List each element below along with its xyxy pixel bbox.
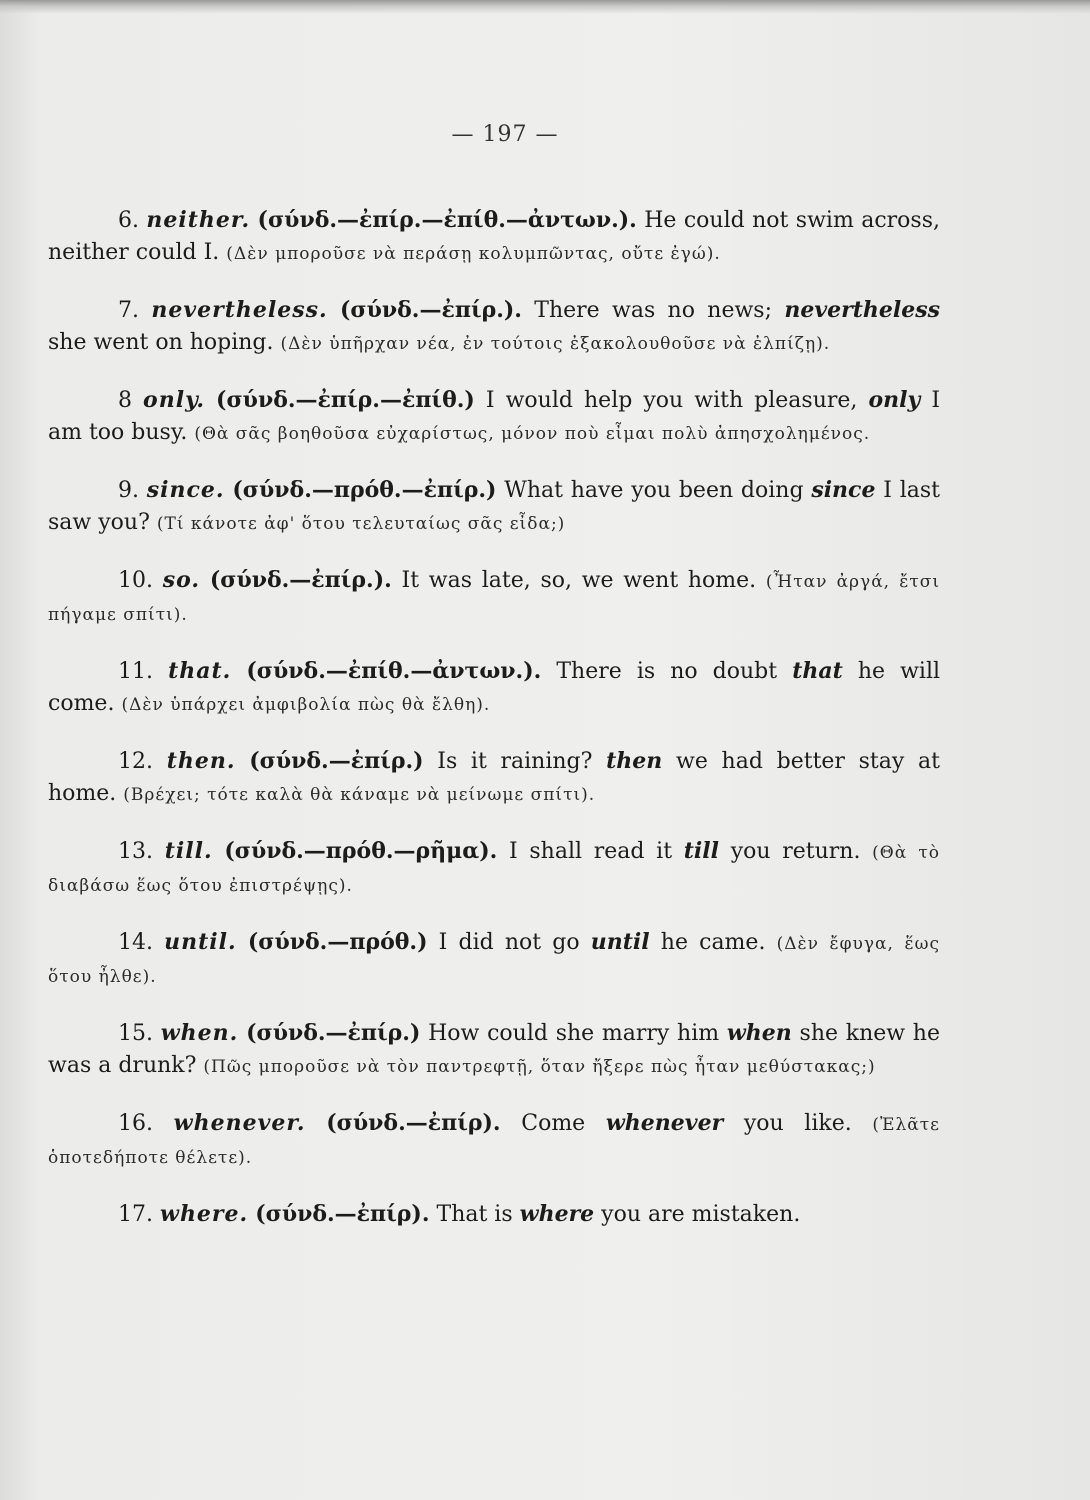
head-word: that.	[168, 658, 232, 684]
greek-translation: (Ἦταν ἀργά, ἔτσι πήγαμε σπίτι).	[48, 572, 941, 625]
head-word: so.	[162, 567, 201, 593]
english-example-cont: I am too busy.	[48, 388, 941, 445]
english-example-cont: you are mistaken.	[601, 1202, 801, 1227]
emphasized-word: then	[606, 748, 663, 774]
grammar-label: (σύνδ.—ἐπίρ.).	[209, 567, 392, 593]
entry-until	[48, 926, 940, 993]
english-example: There was no news;	[534, 298, 773, 323]
english-example: It was late, so, we went home.	[401, 568, 757, 593]
emphasized-word: since	[811, 477, 876, 503]
entry-number: 11.	[118, 659, 153, 684]
entry-when	[48, 1017, 940, 1083]
english-example: I shall read it	[508, 839, 673, 864]
emphasized-word: when	[726, 1020, 792, 1046]
english-example: I did not go	[438, 930, 580, 955]
english-example: What have you been doing	[504, 478, 804, 503]
page-number: — 197 —	[451, 122, 559, 147]
emphasized-word: till	[683, 838, 719, 864]
entry-till	[48, 835, 940, 902]
grammar-label: (σύνδ.—ἐπίρ.).	[339, 297, 522, 323]
emphasized-word: whenever	[605, 1110, 724, 1136]
head-word: since.	[146, 477, 225, 503]
head-word: till.	[164, 838, 213, 864]
head-word: only.	[143, 387, 205, 413]
entry-where	[48, 1198, 940, 1231]
head-word: whenever.	[173, 1110, 306, 1136]
scan-edge-shadow	[0, 0, 1090, 14]
greek-translation: (Πῶς μποροῦσε νὰ τὸν παντρεφτῇ, ὅταν ἤξερε πὼς ἦταν μεθύστακας;)	[203, 1057, 876, 1077]
entry-number: 16.	[118, 1111, 153, 1136]
head-word: then.	[166, 748, 236, 774]
entry-number: 12.	[118, 749, 153, 774]
emphasized-word: only	[868, 387, 921, 413]
grammar-label: (σύνδ.—πρόθ.—ἐπίρ.)	[232, 477, 497, 503]
greek-translation: (Δὲν ὑπῆρχαν νέα, ἐν τούτοις ἐξακολουθοῦσε νὰ ἐλπίζῃ).	[280, 334, 831, 354]
english-example: How could she marry him	[428, 1021, 720, 1046]
greek-translation: (Βρέχει; τότε καλὰ θὰ κάναμε νὰ μείνωμε σπίτι).	[123, 785, 596, 805]
english-example-cont: he came.	[660, 930, 766, 955]
emphasized-word: where	[519, 1201, 595, 1227]
entry-number: 14.	[118, 930, 153, 955]
grammar-label: (σύνδ.—πρόθ.—ρῆμα).	[224, 838, 498, 864]
greek-translation: (Θὰ σᾶς βοηθοῦσα εὐχαρίστως, μόνον ποὺ εἶμαι πολὺ ἀπησχολημένος.	[194, 424, 871, 444]
greek-translation: (Δὲν ὑπάρχει ἀμφιβολία πὼς θὰ ἔλθη).	[121, 695, 491, 715]
head-word: neither.	[146, 207, 251, 233]
grammar-label: (σύνδ.—ἐπίρ.)	[249, 748, 424, 774]
entry-whenever	[48, 1107, 940, 1174]
entry-number: 8	[118, 388, 132, 413]
greek-translation: (Δὲν ἔφυγα, ἕως ὅτου ἦλθε).	[48, 934, 940, 987]
english-example-cont: I last saw you?	[48, 478, 940, 535]
emphasized-word: until	[590, 929, 650, 955]
grammar-label: (σύνδ.—ἐπίρ.—ἐπίθ.)	[216, 387, 475, 413]
emphasized-word: nevertheless	[784, 297, 940, 323]
english-example-cont: you like.	[743, 1111, 852, 1136]
entry-number: 10.	[118, 568, 153, 593]
entry-since	[48, 474, 940, 540]
entry-number: 13.	[118, 839, 153, 864]
english-example-cont: he will come.	[48, 659, 941, 716]
entry-then	[48, 745, 940, 811]
entry-list	[48, 182, 940, 1255]
greek-translation: (Δὲν μποροῦσε νὰ περάσῃ κολυμπῶντας, οὔτε ἐγώ).	[226, 244, 721, 264]
grammar-label: (σύνδ.—ἐπίρ.—ἐπίθ.—ἀντων.).	[257, 207, 637, 233]
english-example-cont: we had better stay at home.	[48, 749, 940, 806]
english-example-cont: you return.	[730, 839, 861, 864]
grammar-label: (σύνδ.—ἐπίθ.—ἀντων.).	[246, 658, 542, 684]
entry-that	[48, 655, 940, 721]
entry-neither	[48, 204, 940, 270]
english-example: I would help you with pleasure,	[485, 388, 858, 413]
head-word: nevertheless.	[151, 297, 328, 323]
entry-number: 15.	[118, 1021, 153, 1046]
head-word: until.	[164, 929, 237, 955]
english-example: He could not swim across, neither could I.	[48, 208, 940, 265]
head-word: where.	[160, 1201, 249, 1227]
english-example: Is it raining?	[437, 749, 593, 774]
english-example: Come	[521, 1111, 586, 1136]
greek-translation: (Ἐλᾶτε ὁποτεδήποτε θέλετε).	[48, 1115, 940, 1168]
entry-number: 17.	[118, 1202, 153, 1227]
head-word: when.	[160, 1020, 239, 1046]
greek-translation: (Θὰ τὸ διαβάσω ἕως ὅτου ἐπιστρέψῃς).	[48, 843, 940, 896]
grammar-label: (σύνδ.—ἐπίρ).	[255, 1201, 430, 1227]
greek-translation: (Τί κάνοτε ἀφ' ὅτου τελευταίως σᾶς εἶδα;)	[156, 514, 566, 534]
entry-only	[48, 384, 940, 450]
entry-number: 7.	[118, 298, 139, 323]
grammar-label: (σύνδ.—ἐπίρ).	[326, 1110, 501, 1136]
english-example-cont: she went on hoping.	[48, 330, 274, 355]
entry-number: 9.	[118, 478, 139, 503]
english-example: There is no doubt	[556, 659, 778, 684]
entry-number: 6.	[118, 208, 139, 233]
grammar-label: (σύνδ.—ἐπίρ.)	[246, 1020, 421, 1046]
grammar-label: (σύνδ.—πρόθ.)	[247, 929, 428, 955]
english-example-cont: she knew he was a drunk?	[48, 1021, 940, 1078]
entry-nevertheless	[48, 294, 940, 360]
entry-so	[48, 564, 940, 631]
english-example: That is	[436, 1202, 513, 1227]
emphasized-word: that	[792, 658, 843, 684]
